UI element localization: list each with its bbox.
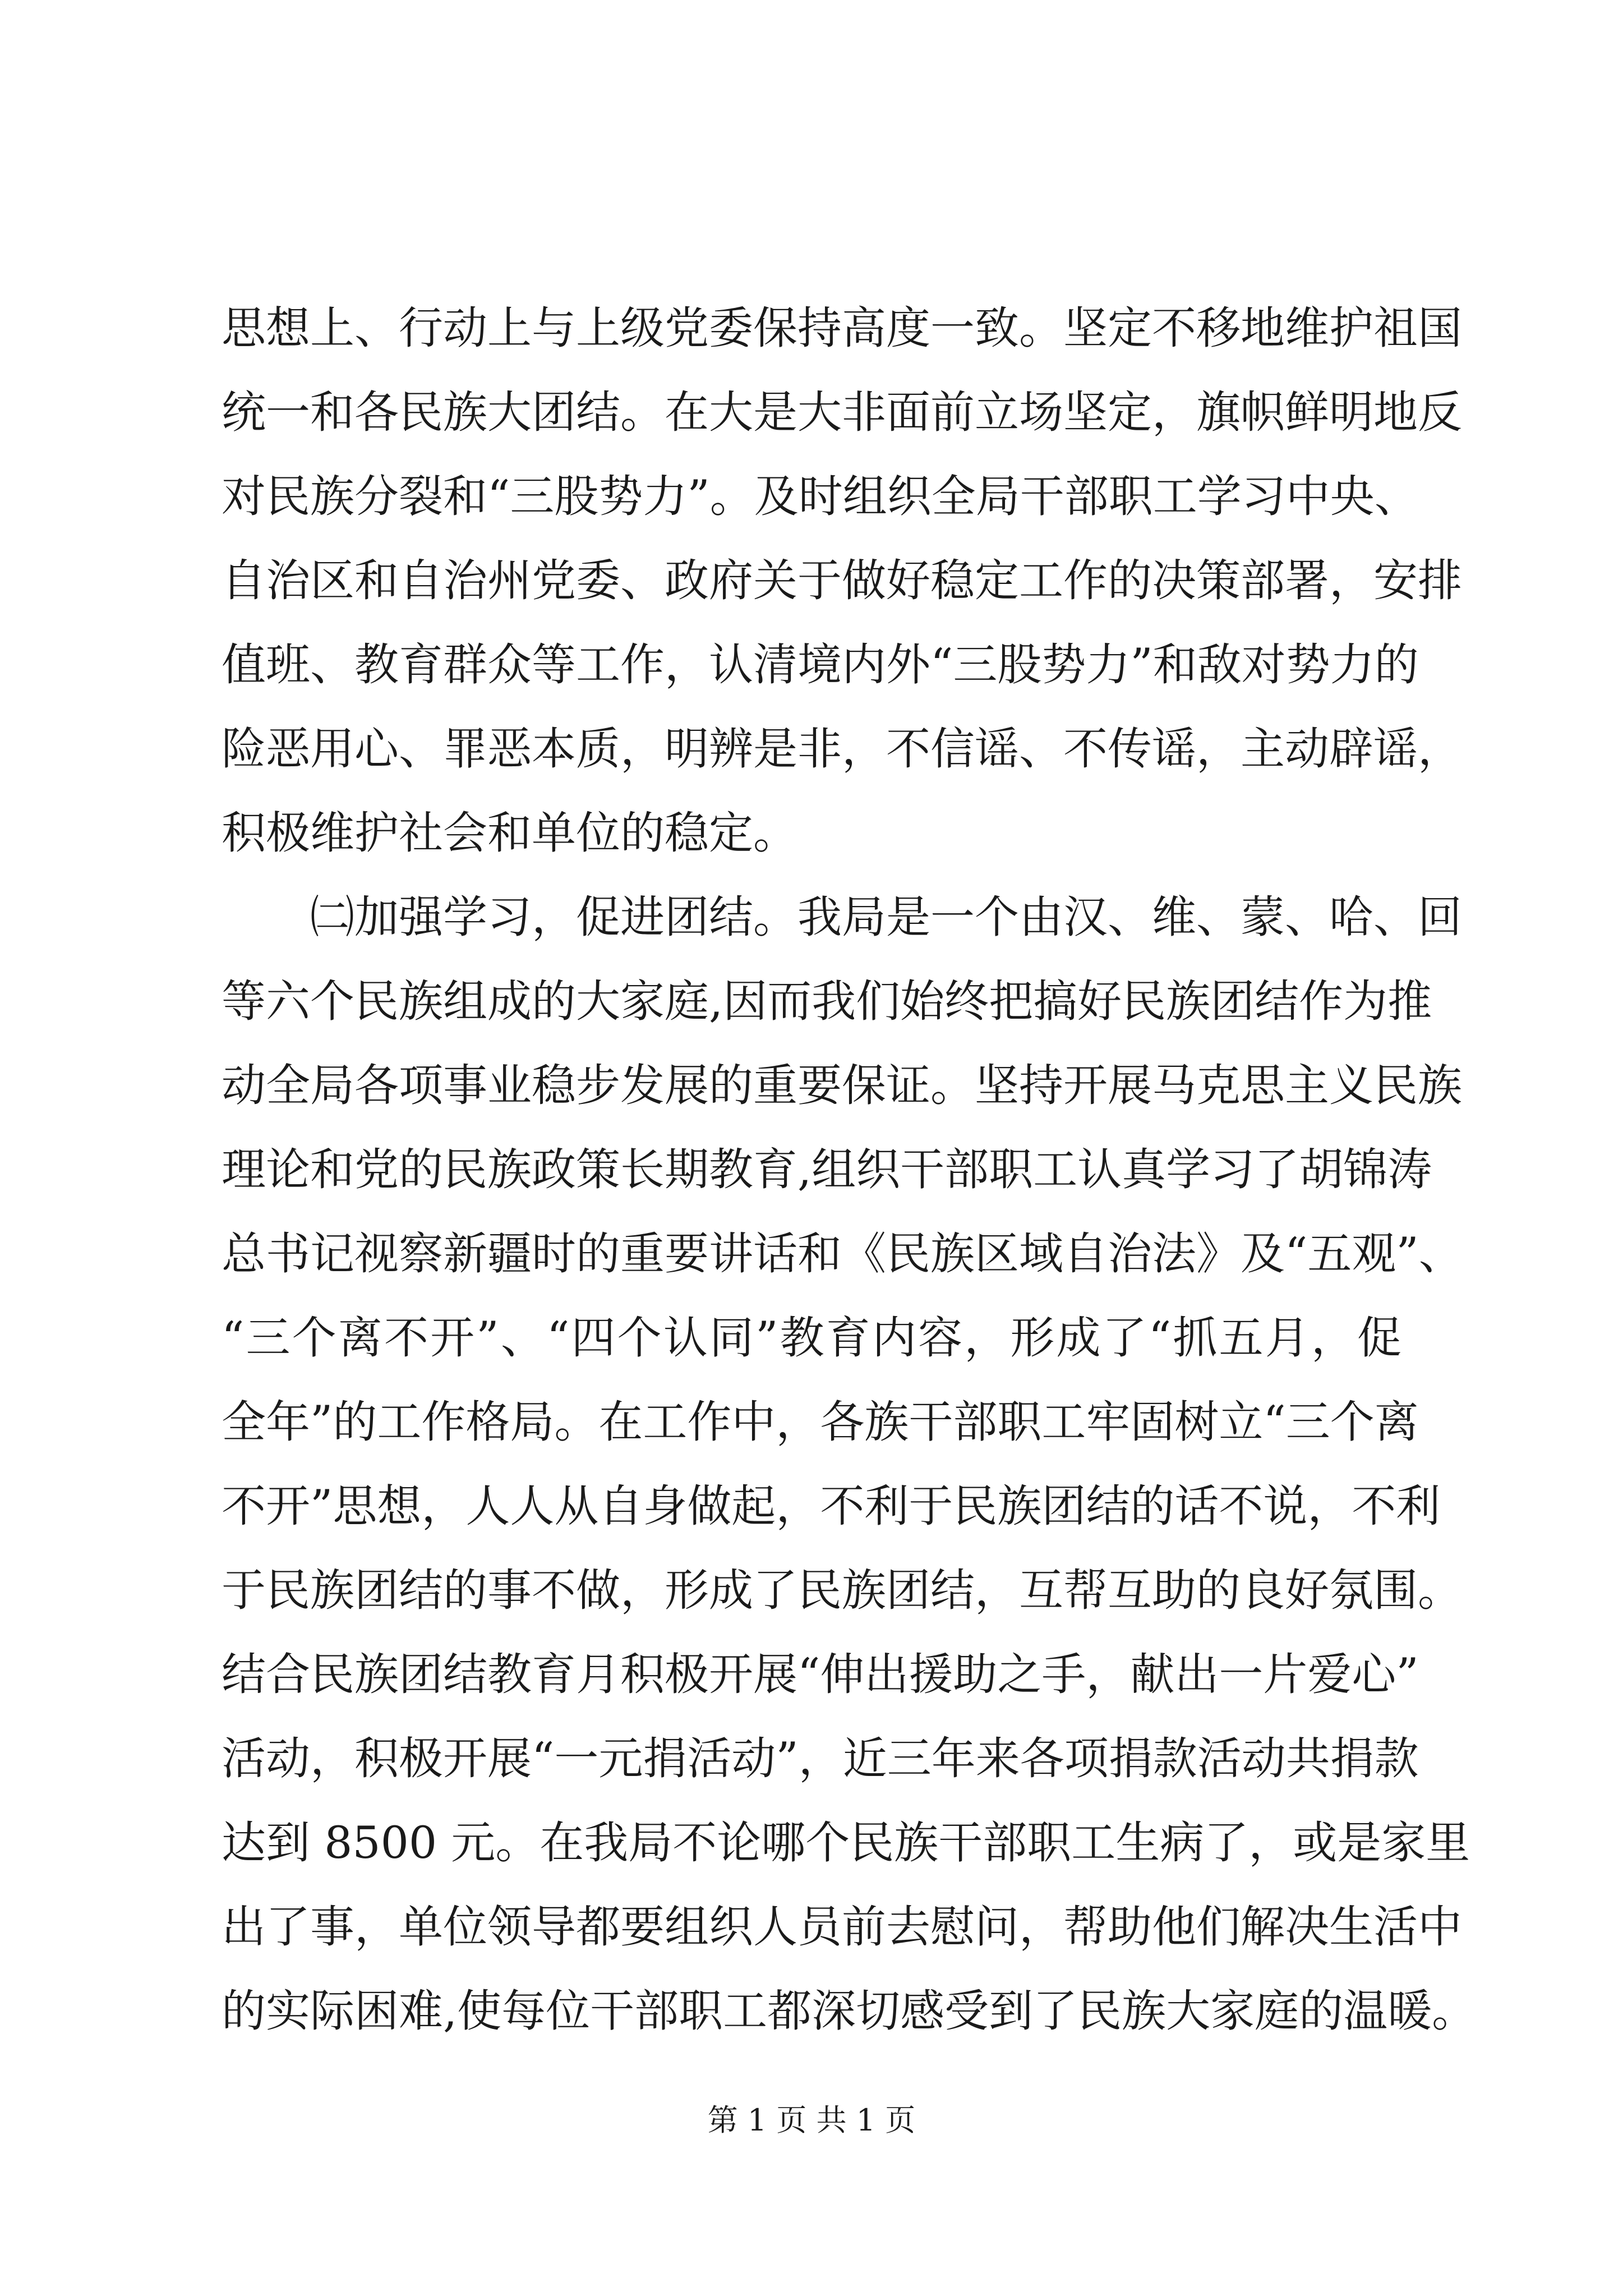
paragraph-1-line-7: 积极维护社会和单位的稳定。 [222, 807, 797, 859]
paragraph-1-line-3: 对民族分裂和“三股势力”。及时组织全局干部职工学习中央、 [222, 471, 1419, 522]
paragraph-2-line-4: 理论和党的民族政策长期教育,组织干部职工认真学习了胡锦涛 [222, 1144, 1432, 1195]
paragraph-1-line-6: 险恶用心、罪恶本质，明辨是非，不信谣、不传谣，主动辟谣， [222, 723, 1462, 775]
paragraph-2-line-11: 活动，积极开展“一元捐活动”，近三年来各项捐款活动共捐款 [222, 1733, 1419, 1784]
paragraph-2-line-10: 结合民族团结教育月积极开展“伸出援助之手，献出一片爱心” [222, 1649, 1419, 1700]
paragraph-1-line-4: 自治区和自治州党委、政府关于做好稳定工作的决策部署，安排 [222, 555, 1462, 606]
paragraph-2-line-9: 于民族团结的事不做，形成了民族团结，互帮互助的良好氛围。 [222, 1565, 1462, 1616]
paragraph-2-line-6: “三个离不开”、“四个认同”教育内容，形成了“抓五月，促 [222, 1312, 1401, 1364]
paragraph-2-line-14: 的实际困难,使每位干部职工都深切感受到了民族大家庭的温暖。 [222, 1985, 1477, 2037]
paragraph-2-line-13: 出了事，单位领导都要组织人员前去慰问，帮助他们解决生活中 [222, 1901, 1462, 1953]
paragraph-2-line-3: 动全局各项事业稳步发展的重要保证。坚持开展马克思主义民族 [222, 1060, 1462, 1111]
paragraph-2-line-12: 达到 8500 元。在我局不论哪个民族干部职工生病了，或是家里 [222, 1817, 1470, 1869]
paragraph-1-line-1: 思想上、行动上与上级党委保持高度一致。坚定不移地维护祖国 [222, 302, 1462, 354]
paragraph-2-line-1: ㈡加强学习，促进团结。我局是一个由汉、维、蒙、哈、回 [310, 891, 1462, 943]
paragraph-2-line-2: 等六个民族组成的大家庭,因而我们始终把搞好民族团结作为推 [222, 976, 1432, 1027]
paragraph-2-line-7: 全年”的工作格局。在工作中，各族干部职工牢固树立“三个离 [222, 1396, 1419, 1448]
paragraph-2-line-5: 总书记视察新疆时的重要讲话和《民族区域自治法》及“五观”、 [222, 1228, 1463, 1280]
page-number-footer: 第 1 页 共 1 页 [707, 2102, 916, 2138]
paragraph-1-line-2: 统一和各民族大团结。在大是大非面前立场坚定，旗帜鲜明地反 [222, 386, 1462, 438]
paragraph-1-line-5: 值班、教育群众等工作，认清境内外“三股势力”和敌对势力的 [222, 639, 1419, 691]
paragraph-2-line-8: 不开”思想，人人从自身做起，不利于民族团结的话不说，不利 [222, 1480, 1441, 1532]
